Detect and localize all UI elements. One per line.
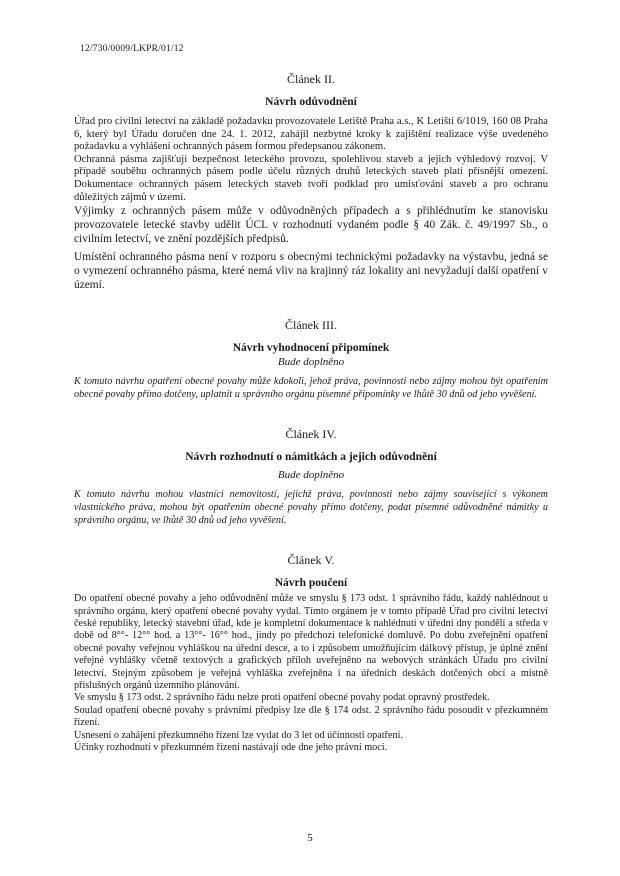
article-5-paragraph-2: Ve smyslu § 173 odst. 2 správního řádu nelze proti opatření obecné povahy podat opravný prostředek. [74,692,490,704]
article-4 [74,427,548,527]
article-2 [74,72,548,292]
article-5 [74,553,548,754]
article-2-paragraph-2: Ochranná pásma zajišťují bezpečnost leteckého provozu, spolehlivou staveb a jejich výhledový rozvoj. V případě souběhu ochranných pásem podle účelu různých druhů leteckých staveb platí přísnější omezení. Dokumentace ochranných pásem leteckých staveb tvoří podklad pro umisťování staveb a pro ochranu důležitých zájmů v území. [74,153,548,203]
article-3 [74,318,548,401]
article-3-number: Článek III. [285,318,337,333]
article-2-paragraph-4: Umístění ochranného pásma není v rozporu s obecnými technickými požadavky na výstavbu, jedná se o vymezení ochranného pásma, které nemá vliv na krajinný ráz lokality ani nevyžadují další opatření v území. [74,251,548,292]
page-content [74,72,548,754]
article-2-paragraph-1: Úřad pro civilní letectví na základě požadavku provozovatele Letiště Praha a.s., K Letišti 6/1019, 160 08 Praha 6, který byl Úřadu doručen dne 24. 1. 2012, zahájil nezbytné kroky k zajištění realizace výše uvedeného požadavku a vyhlášení ochranných pásem formou předepsanou zákonem. [74,116,548,153]
document-reference: 12/730/0009/LKPR/01/12 [80,44,184,54]
article-5-paragraph-4: Usnesení o zahájení přezkumného řízení lze vydat do 3 let od účinnosti opatření. [74,729,404,741]
article-4-subtitle: Bude doplněno [277,469,345,482]
article-3-title: Návrh vyhodnocení připomínek [232,342,390,355]
article-5-paragraph-5: Účinky rozhodnutí v přezkumném řízení nastávají ode dne jeho právní moci. [74,742,388,753]
article-3-paragraph-1: K tomuto návrhu opatření obecné povahy může kdokoli, jehož práva, povinnosti nebo zájmy mohou být opatřením obecné povahy přímo dotčeny, uplatnit u správního orgánu písemné připomínky ve lhůtě 30 dnů od jeho vyvěšení. [74,376,548,400]
page-number: 5 [307,832,313,844]
article-5-number: Článek V. [287,553,335,568]
article-5-paragraph-1: Do opatření obecné povahy a jeho odůvodnění může ve smyslu § 173 odst. 1 správního řádu, každý nahlédnout u správního orgánu, který opatření obecné povahy vydal. Tímto orgánem je v tomto případě Úřad pro civilní letectví české republiky, letecký stavební úřad, kde je kompletní dokumentace k nahlédnutí v úřední dny pondělí a středa v době od 8°°- 12°° hod. a 13°°- 16°° hod., jindy po předchozí telefonické domluvě. Po dobu zveřejnění opatření obecné povahy veřejnou vyhláškou na úřední desce, a to i způsobem umožňujícím dálkový přístup, je úplné znění veřejné vyhlášky včetně textových a grafických příloh uveřejněno na webových stránkách Úřadu pro civilní letectví. Stejným způsobem je veřejná vyhláška zveřejněna i na úředních deskách dotčených obcí a místně příslušných orgánů územního plánování. [74,593,548,691]
article-2-number: Článek II. [287,72,335,86]
article-5-title: Návrh poučení [274,577,348,590]
article-4-paragraph-1: K tomuto návrhu mohou vlastníci nemovitostí, jejichž práva, povinnosti nebo zájmy související s výkonem vlastnického práva, mohou být opatřením obecné povahy přímo dotčeny, podat písemné odůvodněné námitky u správního orgánu, ve lhůtě 30 dnů od jeho vyvěšení. [74,489,548,526]
article-5-paragraph-3: Soulad opatření obecné povahy s právními předpisy lze dle § 174 odst. 2 správního řádu posoudit v přezkumném řízení. [74,704,548,729]
article-2-paragraph-3: Výjimky z ochranných pásem může v odůvodněných případech a s přihlédnutím ke stanovisku provozovatele letecké stavby udělit ÚCL v rozhodnutí vydaném podle § 40 Zák. č. 49/1997 Sb., o civilním letectví, ve znění pozdějších předpisů. [74,205,548,246]
article-4-number: Článek IV. [285,427,337,442]
article-4-title: Návrh rozhodnutí o námitkách a jejich odůvodnění [185,451,437,464]
article-3-subtitle: Bude doplněno [277,356,345,369]
article-2-title: Návrh odůvodnění [265,96,357,108]
